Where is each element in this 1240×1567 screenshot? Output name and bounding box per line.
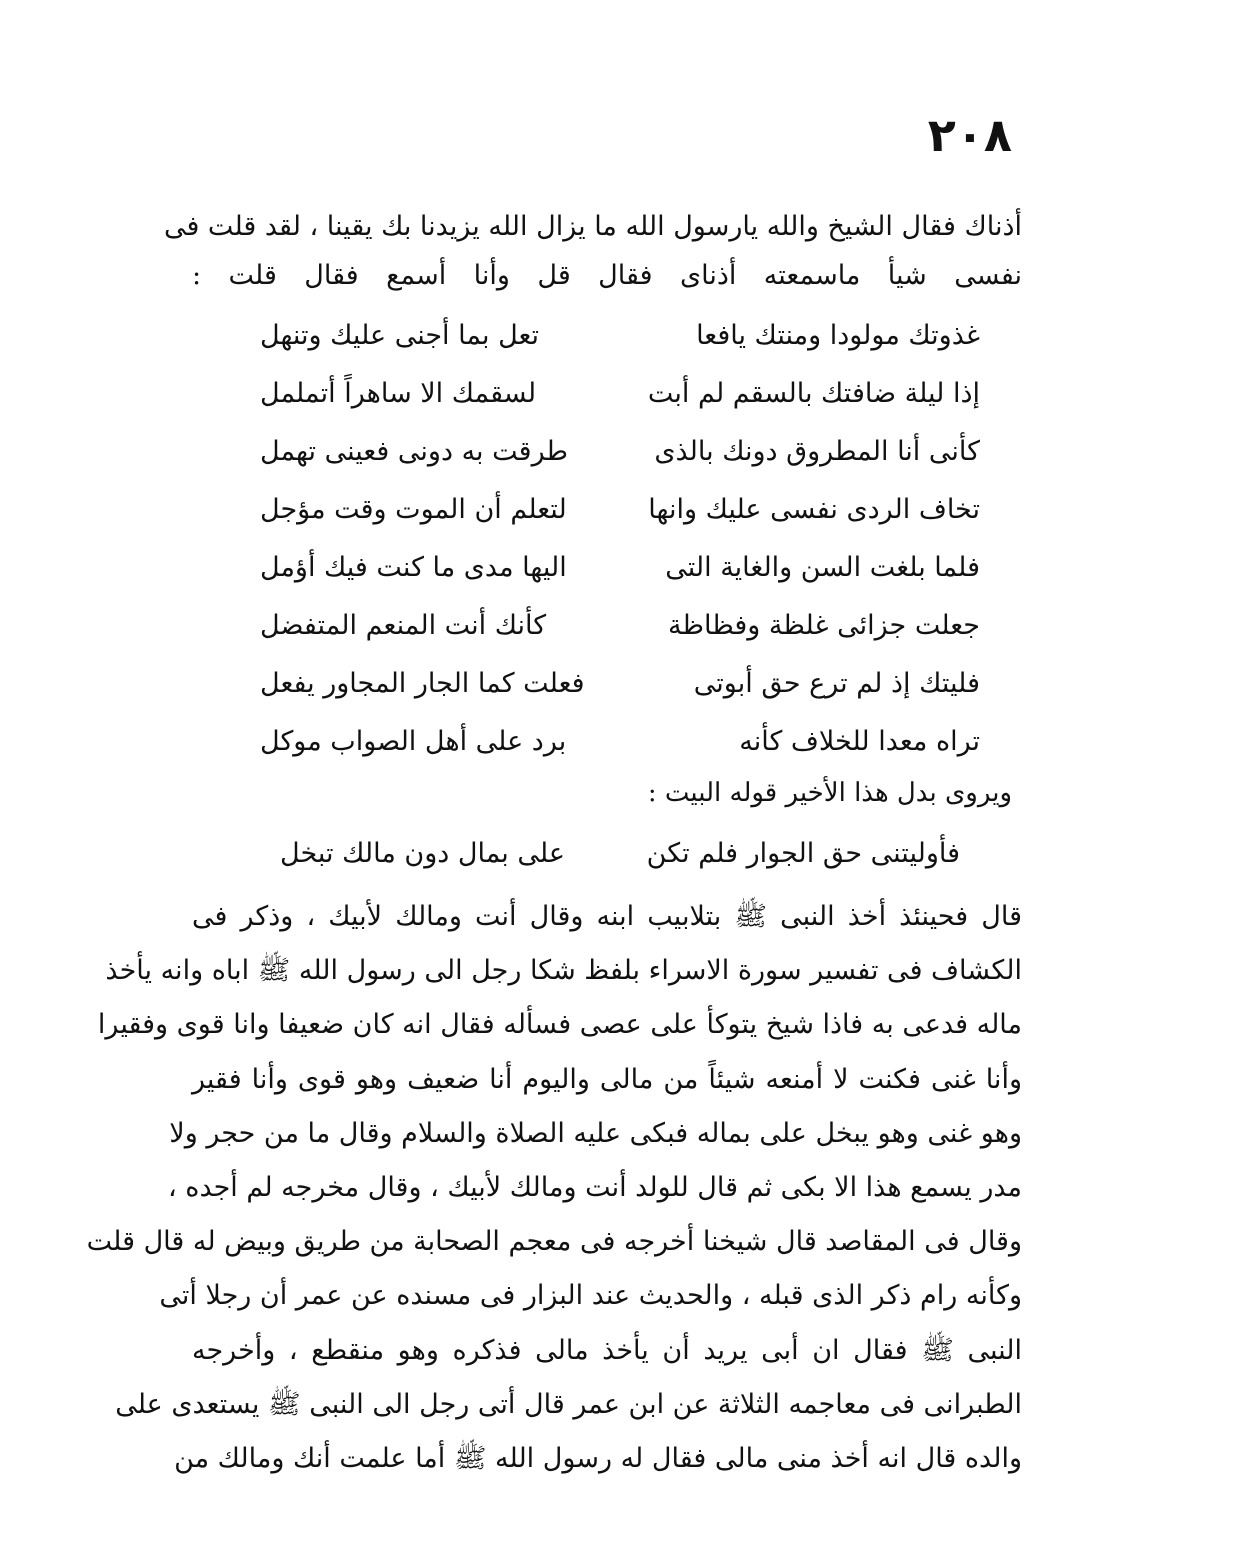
verse-second-hemistich: تعل بما أجنى عليك وتنهل — [260, 319, 540, 351]
text-line: ماله فدعى به فاذا شيخ يتوكأ على عصى فسأله فقال انه كان ضعيفا وانا قوى وفقيرا — [97, 1009, 1022, 1041]
verse-first-hemistich: تخاف الردى نفسى عليك وانها — [648, 493, 980, 525]
poem-verse — [260, 306, 980, 364]
poem-verse — [260, 480, 980, 538]
text-line: وكأنه رام ذكر الذى قبله ، والحديث عند البزار فى مسنده عن عمر أن رجلا أتى — [159, 1280, 1022, 1312]
poem-verse — [260, 712, 980, 770]
verse-second-hemistich: برد على أهل الصواب موكل — [260, 725, 567, 757]
verse-first-hemistich: فلما بلغت السن والغاية التى — [665, 551, 980, 583]
verse-first-hemistich: فأوليتنى حق الجوار فلم تكن — [646, 837, 960, 869]
intro-paragraph — [163, 202, 1022, 300]
poem-verse — [260, 654, 980, 712]
verse-first-hemistich: كأنى أنا المطروق دونك بالذى — [654, 435, 980, 467]
text-line: الطبرانى فى معاجمه الثلاثة عن ابن عمر قال أتى رجل الى النبى ﷺ يستعدى على — [115, 1388, 1022, 1420]
poem-verse — [260, 596, 980, 654]
text-line: قال فحينئذ أخذ النبى ﷺ بتلابيب ابنه وقال أنت ومالك لأبيك ، وذكر فى — [192, 901, 1022, 932]
text-line: نفسى شيأ ماسمعته أذناى فقال قل وأنا أسمع فقال قلت : — [192, 260, 1022, 291]
poem-verse — [260, 364, 980, 422]
verse-second-hemistich: لسقمك الا ساهراً أتململ — [260, 377, 537, 409]
text-line: والده قال انه أخذ منى مالى فقال له رسول الله ﷺ أما علمت أنك ومالك من — [174, 1443, 1022, 1475]
text-line: وأنا غنى فكنت لا أمنعه شيئاً من مالى واليوم أنا ضعيف وهو قوى وأنا فقير — [192, 1063, 1022, 1095]
verse-second-hemistich: كأنك أنت المنعم المتفضل — [260, 609, 547, 641]
verse-first-hemistich: غذوتك مولودا ومنتك يافعا — [696, 319, 980, 351]
variant-verse — [280, 824, 960, 882]
text-line: النبى ﷺ فقال ان أبى يريد أن يأخذ مالى فذكره وهو منقطع ، وأخرجه — [192, 1334, 1022, 1366]
body-paragraph — [86, 890, 1022, 1486]
text-line: أذناك فقال الشيخ والله يارسول الله ما يزال الله يزيدنا بك يقينا ، لقد قلت فى — [163, 211, 1022, 242]
poem — [260, 306, 980, 770]
page-number: ٢٠٨ — [927, 108, 1012, 162]
poem-verse — [260, 422, 980, 480]
verse-second-hemistich: على بمال دون مالك تبخل — [280, 837, 565, 869]
poem-verse — [260, 538, 980, 596]
verse-first-hemistich: إذا ليلة ضافتك بالسقم لم أبت — [647, 377, 980, 409]
verse-first-hemistich: جعلت جزائى غلظة وفظاظة — [668, 609, 980, 641]
text-line: مدر يسمع هذا الا بكى ثم قال للولد أنت ومالك لأبيك ، وقال مخرجه لم أجده ، — [168, 1172, 1022, 1204]
verse-second-hemistich: اليها مدى ما كنت فيك أؤمل — [260, 551, 567, 583]
verse-first-hemistich: تراه معدا للخلاف كأنه — [739, 725, 980, 757]
verse-second-hemistich: فعلت كما الجار المجاور يفعل — [260, 667, 585, 699]
text-line: وقال فى المقاصد قال شيخنا أخرجه فى معجم الصحابة من طريق وبيض له قال قلت — [86, 1226, 1022, 1258]
variant-note: ويروى بدل هذا الأخير قوله البيت : — [647, 778, 1012, 808]
text-line: الكشاف فى تفسير سورة الاسراء بلفظ شكا رجل الى رسول الله ﷺ اباه وانه يأخذ — [105, 955, 1022, 987]
verse-first-hemistich: فليتك إذ لم ترع حق أبوتى — [693, 667, 980, 699]
verse-second-hemistich: طرقت به دونى فعينى تهمل — [260, 435, 568, 467]
verse-second-hemistich: لتعلم أن الموت وقت مؤجل — [260, 493, 567, 525]
text-line: وهو غنى وهو يبخل على بماله فبكى عليه الصلاة والسلام وقال ما من حجر ولا — [169, 1117, 1022, 1149]
